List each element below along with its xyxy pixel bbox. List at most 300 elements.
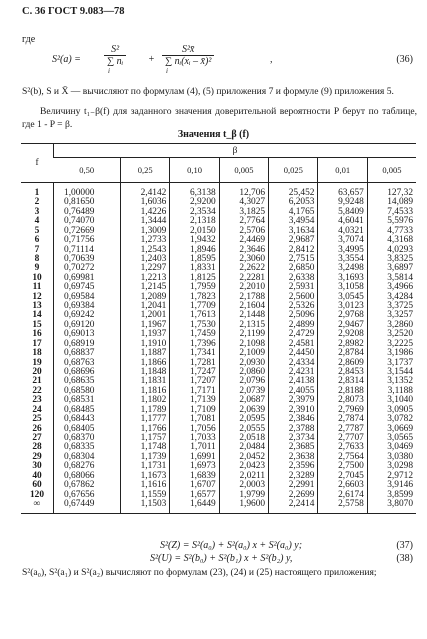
f-value-cell: 30 bbox=[32, 461, 42, 472]
table-cell: 6,2053 bbox=[269, 198, 318, 207]
table-cell: 0,68696 bbox=[54, 368, 121, 377]
table-cell: 3,2498 bbox=[318, 264, 367, 273]
table-cell: 1,1673 bbox=[120, 472, 169, 481]
table-cell: 1,1910 bbox=[120, 340, 169, 349]
table-cell: 1,7530 bbox=[170, 321, 219, 330]
table-cell: 2,2010 bbox=[219, 283, 268, 292]
table-cell: 127,32 bbox=[367, 183, 416, 199]
table-cell: 0,68335 bbox=[54, 443, 121, 452]
table-cell: 2,8314 bbox=[318, 377, 367, 386]
table-cell: 2,1009 bbox=[219, 349, 268, 358]
formula-38-number: (38) bbox=[396, 553, 413, 564]
table-cell: 1,9432 bbox=[170, 236, 219, 245]
table-cell: 2,4899 bbox=[269, 321, 318, 330]
table-cell: 2,5931 bbox=[269, 283, 318, 292]
table-cell: 4,0321 bbox=[318, 227, 367, 236]
f-value-cell: 3 bbox=[34, 206, 40, 217]
table-cell: 0,72669 bbox=[54, 227, 121, 236]
table-cell: 4,0293 bbox=[367, 246, 416, 255]
table-cell: 1,7033 bbox=[170, 434, 219, 443]
table-cell: 2,3596 bbox=[269, 462, 318, 471]
table-cell: 0,69745 bbox=[54, 283, 121, 292]
table-cell: 1,3009 bbox=[120, 227, 169, 236]
table-cell: 2,1318 bbox=[170, 217, 219, 226]
table-cell: 0,76489 bbox=[54, 208, 121, 217]
f-value-cell: 25 bbox=[32, 414, 42, 425]
table-cell: 2,2281 bbox=[219, 274, 268, 283]
table-cell: 0,71756 bbox=[54, 236, 121, 245]
table-cell: 2,8073 bbox=[318, 396, 367, 405]
table-cell: 1,1766 bbox=[120, 425, 169, 434]
formula-36-term2-num: S²x̄ bbox=[162, 44, 214, 56]
table-cell: 3,1825 bbox=[219, 208, 268, 217]
table-cell: 2,5096 bbox=[269, 311, 318, 320]
table-cell: 0,68531 bbox=[54, 396, 121, 405]
table-cell: 2,7564 bbox=[318, 453, 367, 462]
table-cell: 1,1848 bbox=[120, 368, 169, 377]
table-cell: 3,1737 bbox=[367, 359, 416, 368]
table-cell: 1,7139 bbox=[170, 396, 219, 405]
table-cell: 1,1748 bbox=[120, 443, 169, 452]
page-header: С. 36 ГОСТ 9.083—78 bbox=[22, 6, 125, 17]
table-cell: 2,9208 bbox=[318, 330, 367, 339]
f-value-cell: 7 bbox=[34, 244, 40, 255]
table-cell: 2,2622 bbox=[219, 264, 268, 273]
table-cell: 3,2860 bbox=[367, 321, 416, 330]
table-cell: 0,81650 bbox=[54, 198, 121, 207]
table-cell: 2,3534 bbox=[170, 208, 219, 217]
table-cell: 1,1777 bbox=[120, 415, 169, 424]
table-cell: 3,2225 bbox=[367, 340, 416, 349]
table-cell: 2,3289 bbox=[269, 472, 318, 481]
table-cell: 1,2089 bbox=[120, 293, 169, 302]
table-cell: 2,3646 bbox=[219, 246, 268, 255]
table-cell: 3,4995 bbox=[318, 246, 367, 255]
table-cell: 2,7874 bbox=[318, 415, 367, 424]
table-cell: 1,8595 bbox=[170, 255, 219, 264]
table-cell: 3,0298 bbox=[367, 462, 416, 471]
table-cell: 2,0211 bbox=[219, 472, 268, 481]
f-value-cell: ∞ bbox=[21, 500, 54, 514]
beta-value-header: 0,25 bbox=[120, 158, 169, 183]
f-value-cell: 1 bbox=[34, 188, 40, 198]
table-cell: 1,9799 bbox=[219, 491, 268, 500]
table-cell: 3,4966 bbox=[367, 283, 416, 292]
table-cell: 2,1448 bbox=[219, 311, 268, 320]
table-cell: 3,0123 bbox=[318, 302, 367, 311]
table-cell: 2,7707 bbox=[318, 434, 367, 443]
where-label: где bbox=[22, 34, 36, 45]
t-distribution-table bbox=[21, 143, 416, 514]
table-cell: 3,0469 bbox=[367, 443, 416, 452]
table-cell: 1,2145 bbox=[120, 283, 169, 292]
f-value-cell: 17 bbox=[32, 338, 42, 349]
table-cell: 2,0687 bbox=[219, 396, 268, 405]
table-cell: 2,8784 bbox=[318, 349, 367, 358]
table-cell: 2,9712 bbox=[367, 472, 416, 481]
table-cell: 0,68763 bbox=[54, 359, 121, 368]
table-cell: 0,68370 bbox=[54, 434, 121, 443]
table-cell: 1,1887 bbox=[120, 349, 169, 358]
table-cell: 1,6577 bbox=[170, 491, 219, 500]
table-cell: 2,7515 bbox=[269, 255, 318, 264]
beta-value-header: 0,005 bbox=[219, 158, 268, 183]
table-cell: 3,0782 bbox=[367, 415, 416, 424]
table-cell: 1,2041 bbox=[120, 302, 169, 311]
table-cell: 1,7613 bbox=[170, 311, 219, 320]
table-cell: 3,3257 bbox=[367, 311, 416, 320]
table-cell: 2,1788 bbox=[219, 293, 268, 302]
formula-37-number: (37) bbox=[396, 540, 413, 551]
table-cell: 1,2543 bbox=[120, 246, 169, 255]
table-cell: 1,1802 bbox=[120, 396, 169, 405]
table-cell: 2,4334 bbox=[269, 359, 318, 368]
table-cell: 1,7247 bbox=[170, 368, 219, 377]
table-cell: 1,1757 bbox=[120, 434, 169, 443]
table-cell: 2,7764 bbox=[219, 217, 268, 226]
table-cell: 2,3979 bbox=[269, 396, 318, 405]
formula-36-term1-den: ∑ nᵢ bbox=[107, 56, 124, 67]
beta-value-header: 0,025 bbox=[269, 158, 318, 183]
table-cell: 1,7396 bbox=[170, 340, 219, 349]
table-cell: 3,0669 bbox=[367, 425, 416, 434]
table-cell: 2,2699 bbox=[269, 491, 318, 500]
formula-36-tail: , bbox=[270, 54, 273, 65]
table-cell: 14,089 bbox=[367, 198, 416, 207]
table-cell: 1,1866 bbox=[120, 359, 169, 368]
table-cell: 1,2297 bbox=[120, 264, 169, 273]
table-cell: 2,4055 bbox=[269, 387, 318, 396]
f-value-cell: 60 bbox=[32, 480, 42, 491]
table-cell: 2,9467 bbox=[318, 321, 367, 330]
table-cell: 0,68276 bbox=[54, 462, 121, 471]
table-cell: 2,4469 bbox=[219, 236, 268, 245]
table-cell: 2,3638 bbox=[269, 453, 318, 462]
table-cell: 2,0518 bbox=[219, 434, 268, 443]
table-cell: 0,68919 bbox=[54, 340, 121, 349]
table-cell: 2,0639 bbox=[219, 406, 268, 415]
table-cell: 1,1937 bbox=[120, 330, 169, 339]
table-cell: 1,9600 bbox=[219, 500, 268, 514]
table-cell: 2,9768 bbox=[318, 311, 367, 320]
table-cell: 1,7081 bbox=[170, 415, 219, 424]
table-cell: 3,1040 bbox=[367, 396, 416, 405]
table-cell: 3,1986 bbox=[367, 349, 416, 358]
table-cell: 2,4138 bbox=[269, 377, 318, 386]
table-cell: 2,3910 bbox=[269, 406, 318, 415]
table-cell: 0,67656 bbox=[54, 491, 121, 500]
table-cell: 2,2414 bbox=[269, 500, 318, 514]
table-cell: 3,1188 bbox=[367, 387, 416, 396]
table-cell: 0,70639 bbox=[54, 255, 121, 264]
table-cell: 0,69981 bbox=[54, 274, 121, 283]
table-cell: 3,7074 bbox=[318, 236, 367, 245]
table-cell: 2,7969 bbox=[318, 406, 367, 415]
table-row bbox=[21, 183, 416, 199]
table-cell: 3,8070 bbox=[367, 500, 416, 514]
table-cell: 4,7733 bbox=[367, 227, 416, 236]
table-cell: 2,2991 bbox=[269, 481, 318, 490]
table-cell: 3,5814 bbox=[367, 274, 416, 283]
formula-36 bbox=[52, 44, 392, 82]
paragraph-2: Величину t₁₋β(f) для заданного значения доверительной вероятности P берут по таблице, где 1 - P = β. bbox=[22, 106, 417, 130]
table-cell: 0,68580 bbox=[54, 387, 121, 396]
table-cell: 3,0545 bbox=[318, 293, 367, 302]
table-cell: 2,0555 bbox=[219, 425, 268, 434]
formula-36-term2-sub: i bbox=[166, 67, 168, 75]
f-value-cell: 9 bbox=[34, 263, 40, 274]
table-cell: 3,0380 bbox=[367, 453, 416, 462]
table-cell: 1,7341 bbox=[170, 349, 219, 358]
table-cell: 1,1739 bbox=[120, 453, 169, 462]
f-value-cell: 28 bbox=[32, 442, 42, 453]
table-cell: 1,7459 bbox=[170, 330, 219, 339]
table-cell: 2,8982 bbox=[318, 340, 367, 349]
f-value-cell: 12 bbox=[32, 291, 42, 302]
table-cell: 0,69384 bbox=[54, 302, 121, 311]
table-cell: 2,5706 bbox=[219, 227, 268, 236]
table-cell: 3,0565 bbox=[367, 434, 416, 443]
table-cell: 3,4954 bbox=[269, 217, 318, 226]
f-value-cell: 120 bbox=[29, 489, 45, 500]
formula-36-lhs: S²(a) = bbox=[52, 54, 81, 65]
formula-37: S²(Z) = S²(a₀) + S²(a₀) x + S²(a₀) y; bbox=[160, 540, 303, 551]
table-cell: 2,4450 bbox=[269, 349, 318, 358]
table-cell: 2,4729 bbox=[269, 330, 318, 339]
table-cell: 3,1693 bbox=[318, 274, 367, 283]
f-value-cell: 19 bbox=[32, 357, 42, 368]
f-value-cell: 2 bbox=[34, 197, 40, 208]
table-cell: 2,1604 bbox=[219, 302, 268, 311]
table-cell: 1,6036 bbox=[120, 198, 169, 207]
f-value-cell: 4 bbox=[34, 216, 40, 227]
table-cell: 1,2001 bbox=[120, 311, 169, 320]
paragraph-1: S²(b), S и X̄ — вычисляют по формулам (4), (5) приложения 7 и формуле (9) приложения 5. bbox=[22, 86, 394, 97]
table-cell: 1,8125 bbox=[170, 274, 219, 283]
f-value-cell: 10 bbox=[32, 272, 42, 283]
table-cell: 1,2733 bbox=[120, 236, 169, 245]
table-cell: 1,2213 bbox=[120, 274, 169, 283]
beta-value-header: 0,01 bbox=[318, 158, 367, 183]
table-cell: 1,7207 bbox=[170, 377, 219, 386]
table-cell: 4,3027 bbox=[219, 198, 268, 207]
table-cell: 0,68443 bbox=[54, 415, 121, 424]
table-cell: 3,8599 bbox=[367, 491, 416, 500]
column-header-f: f bbox=[21, 144, 54, 183]
table-cell: 1,1816 bbox=[120, 387, 169, 396]
table-cell: 2,3734 bbox=[269, 434, 318, 443]
table-cell: 0,69242 bbox=[54, 311, 121, 320]
table-cell: 2,7500 bbox=[318, 462, 367, 471]
table-cell: 1,7823 bbox=[170, 293, 219, 302]
table-cell: 2,9687 bbox=[269, 236, 318, 245]
table-cell: 2,8412 bbox=[269, 246, 318, 255]
f-value-cell: 14 bbox=[32, 310, 42, 321]
table-cell: 1,1731 bbox=[120, 462, 169, 471]
table-cell: 2,0150 bbox=[170, 227, 219, 236]
table-cell: 2,3060 bbox=[219, 255, 268, 264]
table-cell: 1,7056 bbox=[170, 425, 219, 434]
table-cell: 3,9146 bbox=[367, 481, 416, 490]
table-cell: 1,7281 bbox=[170, 359, 219, 368]
table-cell: 6,3138 bbox=[170, 183, 219, 199]
table-cell: 2,0452 bbox=[219, 453, 268, 462]
table-cell: 1,2403 bbox=[120, 255, 169, 264]
table-cell: 2,5758 bbox=[318, 500, 367, 514]
f-value-cell: 29 bbox=[32, 451, 42, 462]
f-value-cell: 15 bbox=[32, 319, 42, 330]
table-cell: 2,7633 bbox=[318, 443, 367, 452]
table-cell: 2,0595 bbox=[219, 415, 268, 424]
f-value-cell: 23 bbox=[32, 395, 42, 406]
f-value-cell: 8 bbox=[34, 253, 40, 264]
table-cell: 2,0860 bbox=[219, 368, 268, 377]
formula-36-number: (36) bbox=[396, 54, 413, 65]
table-cell: 2,8453 bbox=[318, 368, 367, 377]
table-cell: 2,1098 bbox=[219, 340, 268, 349]
table-cell: 2,0484 bbox=[219, 443, 268, 452]
table-cell: 2,3846 bbox=[269, 415, 318, 424]
table-cell: 63,657 bbox=[318, 183, 367, 199]
table-cell: 2,4142 bbox=[120, 183, 169, 199]
table-cell: 5,5976 bbox=[367, 217, 416, 226]
table-cell: 0,70272 bbox=[54, 264, 121, 273]
table-cell: 2,1315 bbox=[219, 321, 268, 330]
table-cell: 1,00000 bbox=[54, 183, 121, 199]
table-cell: 2,8609 bbox=[318, 359, 367, 368]
f-value-cell: 11 bbox=[32, 282, 42, 293]
table-cell: 1,7709 bbox=[170, 302, 219, 311]
table-cell: 2,1199 bbox=[219, 330, 268, 339]
table-cell: 3,4284 bbox=[367, 293, 416, 302]
table-cell: 2,4231 bbox=[269, 368, 318, 377]
table-cell: 2,0796 bbox=[219, 377, 268, 386]
table-cell: 1,8946 bbox=[170, 246, 219, 255]
f-value-cell: 5 bbox=[34, 225, 40, 236]
table-cell: 2,8188 bbox=[318, 387, 367, 396]
table-cell: 3,8325 bbox=[367, 255, 416, 264]
table-cell: 5,8409 bbox=[318, 208, 367, 217]
table-cell: 2,5326 bbox=[269, 302, 318, 311]
table-cell: 2,3685 bbox=[269, 443, 318, 452]
table-cell: 3,3725 bbox=[367, 302, 416, 311]
table-cell: 1,8331 bbox=[170, 264, 219, 273]
table-cell: 1,4226 bbox=[120, 208, 169, 217]
table-cell: 0,67449 bbox=[54, 500, 121, 514]
f-value-cell: 24 bbox=[32, 404, 42, 415]
formula-38: S²(U) = S²(b₀) + S²(b₁) x + S²(b₂) y, bbox=[150, 553, 293, 564]
table-cell: 9,9248 bbox=[318, 198, 367, 207]
table-cell: 4,6041 bbox=[318, 217, 367, 226]
table-cell: 3,0905 bbox=[367, 406, 416, 415]
table-cell: 3,1544 bbox=[367, 368, 416, 377]
table-cell: 0,69013 bbox=[54, 330, 121, 339]
table-cell: 1,1503 bbox=[120, 500, 169, 514]
f-value-cell: 26 bbox=[32, 423, 42, 434]
table-cell: 2,7045 bbox=[318, 472, 367, 481]
f-value-cell: 40 bbox=[32, 470, 42, 481]
f-value-cell: 22 bbox=[32, 385, 42, 396]
table-cell: 2,4581 bbox=[269, 340, 318, 349]
table-cell: 2,0423 bbox=[219, 462, 268, 471]
table-cell: 3,1634 bbox=[269, 227, 318, 236]
table-cell: 0,68837 bbox=[54, 349, 121, 358]
table-cell: 2,6850 bbox=[269, 264, 318, 273]
table-cell: 1,7011 bbox=[170, 443, 219, 452]
formula-36-term1 bbox=[104, 44, 126, 75]
table-cell: 4,3168 bbox=[367, 236, 416, 245]
table-cell: 1,6973 bbox=[170, 462, 219, 471]
f-value-cell: 13 bbox=[32, 301, 42, 312]
table-cell: 0,67862 bbox=[54, 481, 121, 490]
table-cell: 2,7787 bbox=[318, 425, 367, 434]
table-cell: 2,3788 bbox=[269, 425, 318, 434]
table-cell: 2,6603 bbox=[318, 481, 367, 490]
table-cell: 1,1616 bbox=[120, 481, 169, 490]
table-cell: 0,69120 bbox=[54, 321, 121, 330]
formula-36-term1-sub: i bbox=[108, 67, 110, 75]
table-cell: 1,3444 bbox=[120, 217, 169, 226]
table-row bbox=[21, 500, 416, 514]
table-cell: 0,68635 bbox=[54, 377, 121, 386]
table-cell: 0,71114 bbox=[54, 246, 121, 255]
table-cell: 0,68485 bbox=[54, 406, 121, 415]
table-cell: 12,706 bbox=[219, 183, 268, 199]
beta-value-header: 0,50 bbox=[54, 158, 121, 183]
table-cell: 2,0003 bbox=[219, 481, 268, 490]
table-cell: 3,1352 bbox=[367, 377, 416, 386]
table-cell: 3,1058 bbox=[318, 283, 367, 292]
f-value-cell: 18 bbox=[32, 348, 42, 359]
table-cell: 2,6338 bbox=[269, 274, 318, 283]
f-value-cell: 6 bbox=[34, 235, 40, 246]
f-value-cell: 21 bbox=[32, 376, 42, 387]
table-cell: 0,68066 bbox=[54, 472, 121, 481]
table-cell: 1,6449 bbox=[170, 500, 219, 514]
table-title: Значения t_β (f) bbox=[177, 129, 250, 140]
beta-value-header: 0,005 bbox=[367, 158, 416, 183]
table-cell: 25,452 bbox=[269, 183, 318, 199]
table-cell: 2,0739 bbox=[219, 387, 268, 396]
table-cell: 1,1967 bbox=[120, 321, 169, 330]
table-cell: 1,7171 bbox=[170, 387, 219, 396]
table-cell: 3,6897 bbox=[367, 264, 416, 273]
table-cell: 1,6991 bbox=[170, 453, 219, 462]
formula-36-plus: + bbox=[148, 54, 155, 65]
last-paragraph: S²(a₀), S²(a₁) и S²(a₂) вычисляют по формулам (23), (24) и (25) настоящего приложения; bbox=[22, 567, 377, 578]
f-value-cell: 16 bbox=[32, 329, 42, 340]
table-cell: 1,1559 bbox=[120, 491, 169, 500]
table-cell: 2,6174 bbox=[318, 491, 367, 500]
table-cell: 1,7959 bbox=[170, 283, 219, 292]
formula-36-term2 bbox=[162, 44, 214, 75]
table-cell: 2,0930 bbox=[219, 359, 268, 368]
table-cell: 0,68405 bbox=[54, 425, 121, 434]
beta-value-header: 0,10 bbox=[170, 158, 219, 183]
table-cell: 0,74070 bbox=[54, 217, 121, 226]
table-cell: 2,5600 bbox=[269, 293, 318, 302]
table-cell: 3,3554 bbox=[318, 255, 367, 264]
table-cell: 2,9200 bbox=[170, 198, 219, 207]
table-cell: 1,1789 bbox=[120, 406, 169, 415]
formula-36-term2-den: ∑ nᵢ(xᵢ – x̄)² bbox=[165, 56, 212, 67]
table-cell: 0,69584 bbox=[54, 293, 121, 302]
table-cell: 1,1831 bbox=[120, 377, 169, 386]
f-value-cell: 27 bbox=[32, 432, 42, 443]
table-cell: 1,6839 bbox=[170, 472, 219, 481]
table-cell: 7,4533 bbox=[367, 208, 416, 217]
formula-36-term1-num: S² bbox=[104, 44, 126, 56]
